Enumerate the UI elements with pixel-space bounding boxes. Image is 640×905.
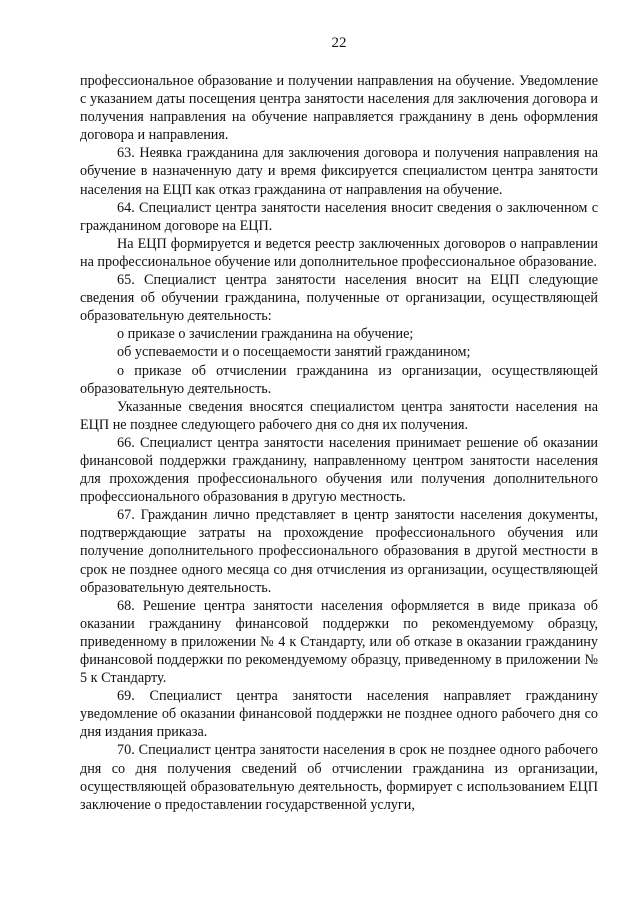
paragraph-67: 67. Гражданин лично представляет в центр занятости населения документы, подтверждающие затраты на прохождение профессионального обучения или получение дополнительного профессионального образования в другой местности в срок не позднее одного месяца со дня отчисления из организации, осуществляющей образовательную деятельность. bbox=[80, 507, 598, 596]
paragraph-registry: На ЕЦП формируется и ведется реестр заключенных договоров о направлении на профессиональное обучение или дополнительное профессиональное образование. bbox=[80, 235, 598, 270]
document-body bbox=[80, 72, 598, 814]
paragraph-70: 70. Специалист центра занятости населения в срок не позднее одного рабочего дня со дня получения сведений об отчислении гражданина из организации, осуществляющей образовательную деятельность, формирует с использованием ЕЦП заключение о предоставлении государственной услуги, bbox=[80, 742, 598, 813]
paragraph-69: 69. Специалист центра занятости населения направляет гражданину уведомление об оказании финансовой поддержки не позднее одного рабочего дня со дня издания приказа. bbox=[80, 688, 598, 741]
page-number: 22 bbox=[331, 35, 347, 51]
paragraph-65: 65. Специалист центра занятости населения вносит на ЕЦП следующие сведения об обучении гражданина, полученные от организации, осуществляющей образовательную деятельность: bbox=[80, 272, 598, 325]
paragraph-68: 68. Решение центра занятости населения оформляется в виде приказа об оказании гражданину финансовой поддержки по рекомендуемому образцу, приведенному в приложении № 4 к Стандарту, или об отказе в оказании гражданину финансовой поддержки по рекомендуемому образцу, приведенному в приложении № 5 к Стандарту. bbox=[80, 597, 598, 687]
paragraph-63: 63. Неявка гражданина для заключения договора и получения направления на обучение в назначенную дату и время фиксируется специалистом центра занятости населения на ЕЦП как отказ гражданина от направления на обучение. bbox=[80, 145, 598, 198]
paragraph-66: 66. Специалист центра занятости населения принимает решение об оказании финансовой поддержки гражданину, направленному центром занятости населения для прохождения профессионального обучения или получения дополнительного профессионального образования в другую местность. bbox=[80, 434, 598, 506]
list-item-expulsion-order: о приказе об отчислении гражданина из организации, осуществляющей образовательную деятельность. bbox=[80, 362, 598, 397]
list-item-attendance: об успеваемости и о посещаемости занятий гражданином; bbox=[117, 344, 471, 361]
list-item-enrollment-order: о приказе о зачислении гражданина на обучение; bbox=[117, 326, 414, 343]
paragraph-64: 64. Специалист центра занятости населения вносит сведения о заключенном с гражданином договоре на ЕЦП. bbox=[80, 199, 598, 234]
paragraph-entry-deadline: Указанные сведения вносятся специалистом центра занятости населения на ЕЦП не позднее следующего рабочего дня со дня их получения. bbox=[80, 398, 598, 433]
paragraph-continuation: профессиональное образование и получении направления на обучение. Уведомление с указанием даты посещения центра занятости населения для заключения договора и получения направления на обучение направляется гражданину в день оформления договора и направления. bbox=[80, 73, 598, 144]
